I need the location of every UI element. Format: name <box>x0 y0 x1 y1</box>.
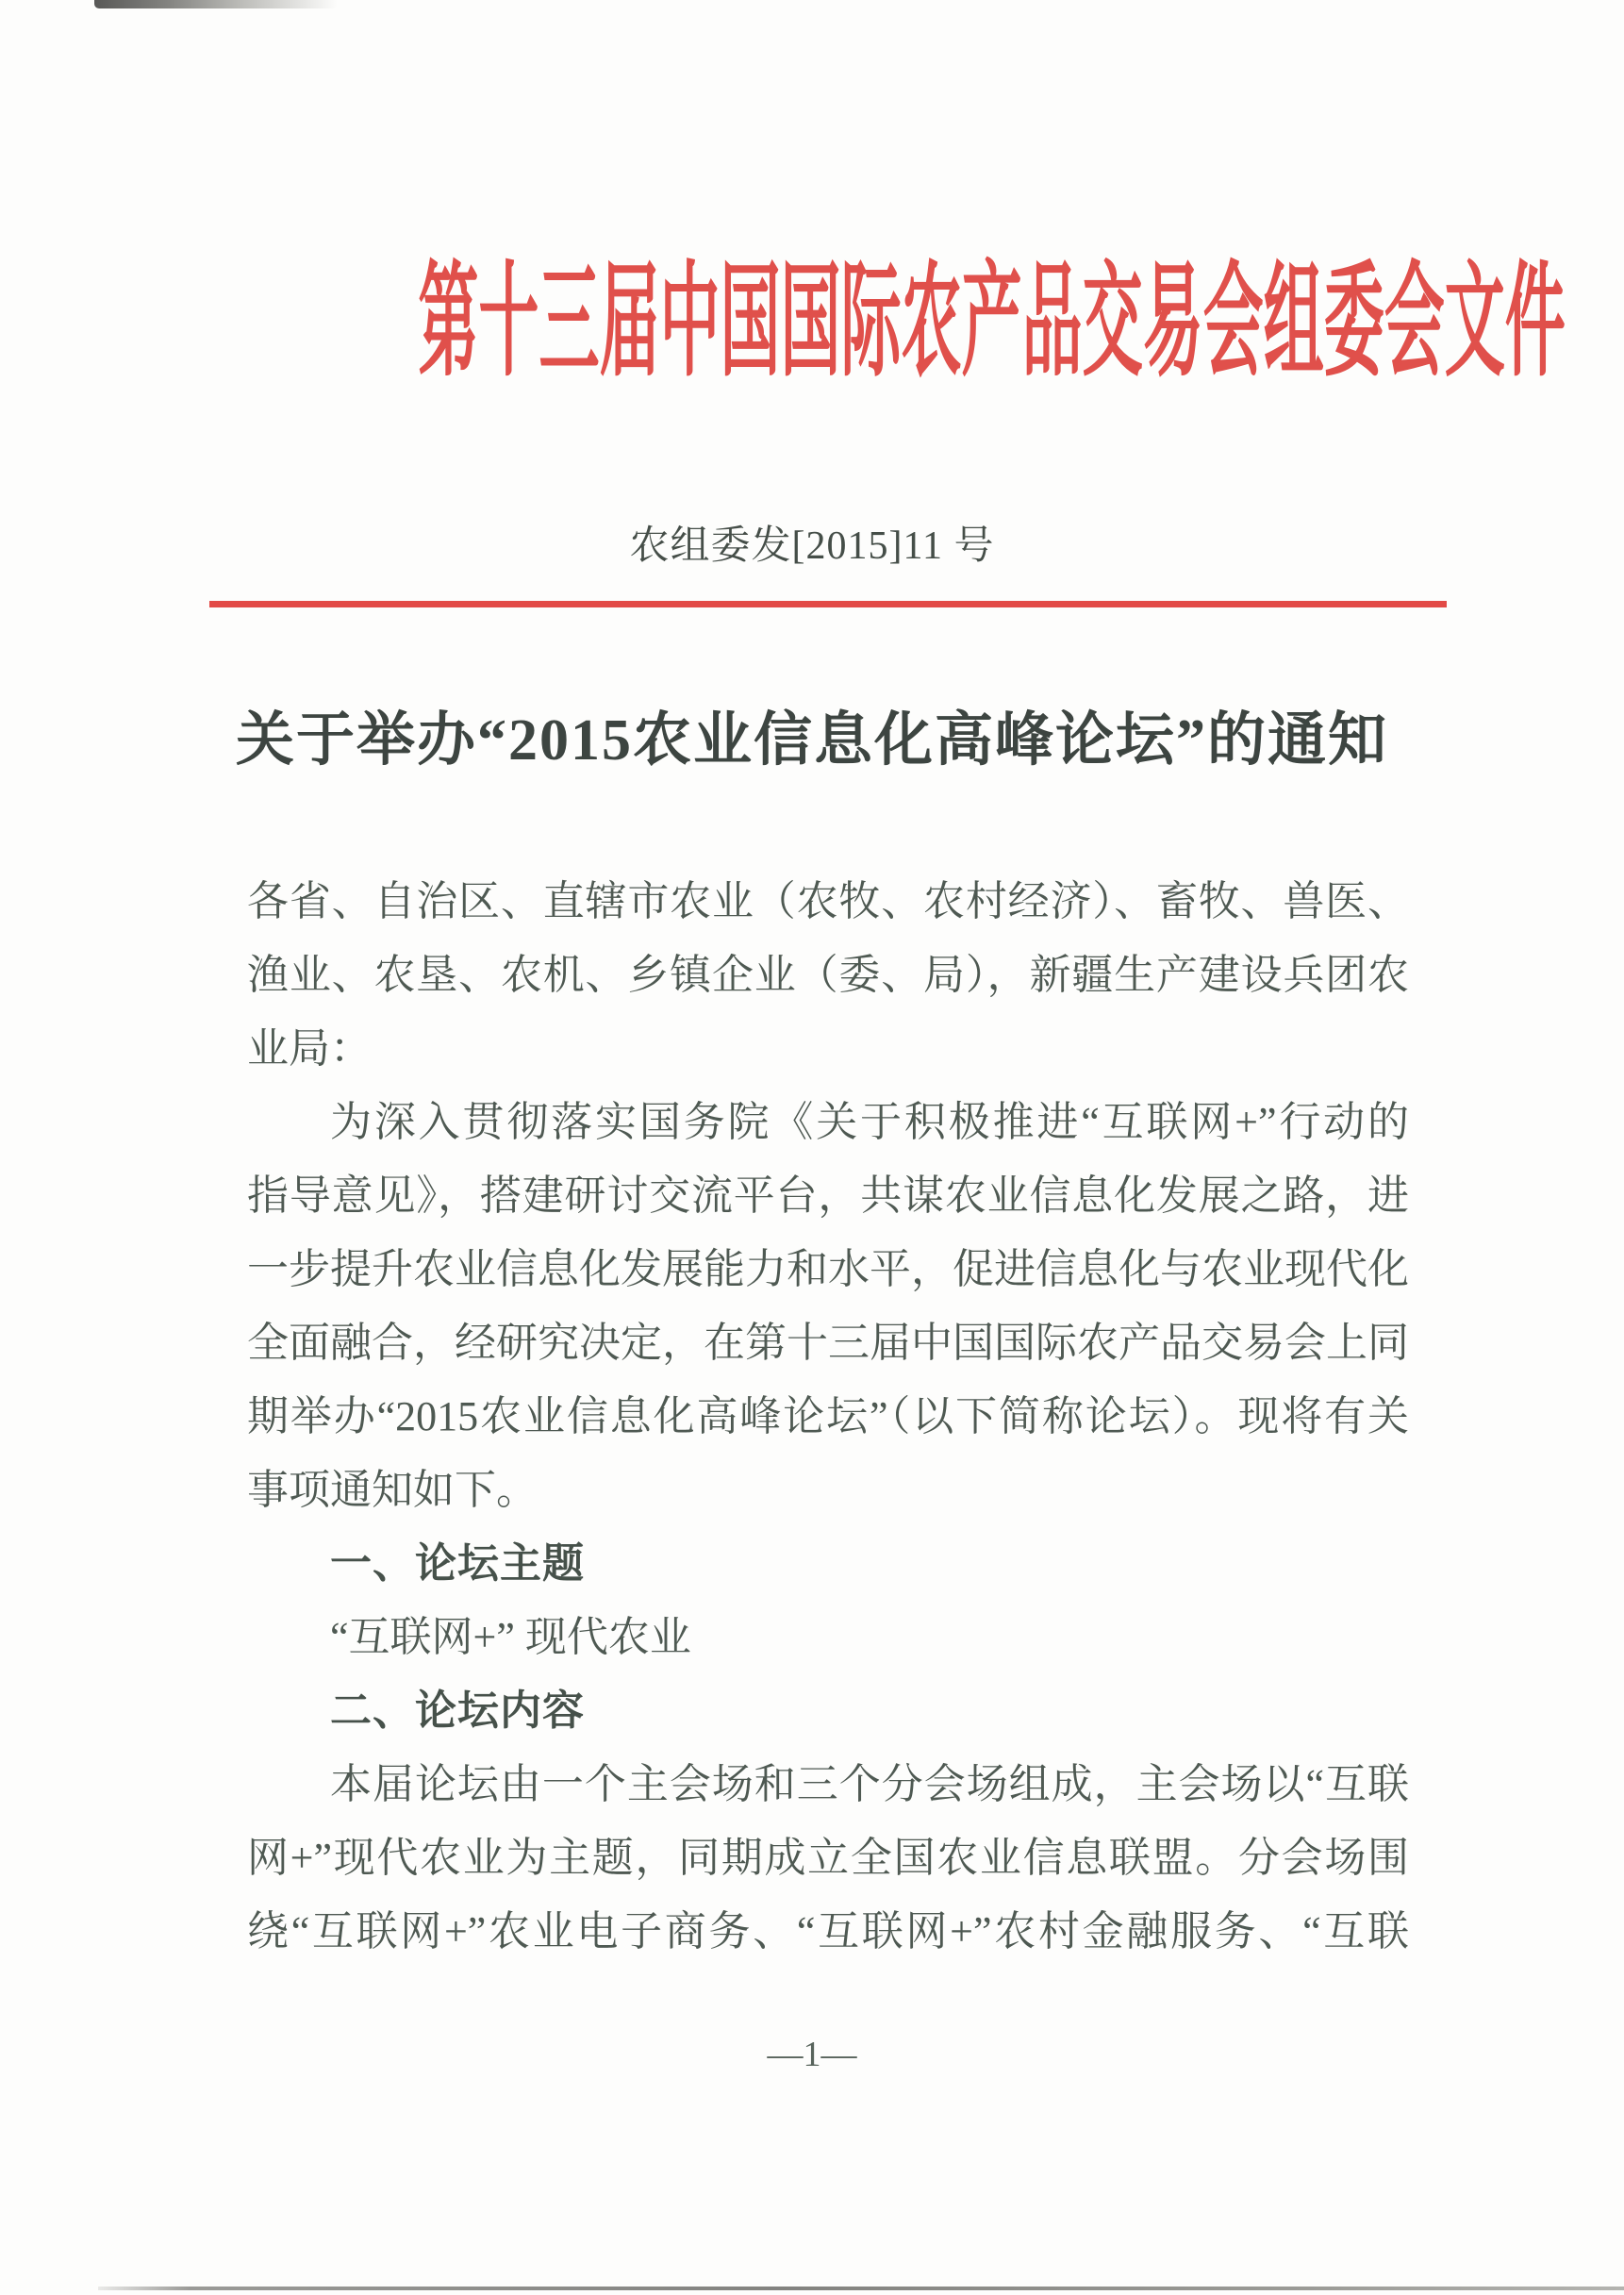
document-title: 关于举办“2015农业信息化高峰论坛”的通知 <box>235 708 1388 773</box>
document-number: 农组委发[2015]11 号 <box>629 524 995 568</box>
body-line: 渔业、农垦、农机、乡镇企业（委、局），新疆生产建设兵团农 <box>247 952 1409 998</box>
scan-artifact-top <box>94 0 338 8</box>
body-line: 网+”现代农业为主题，同期成立全国农业信息联盟。分会场围 <box>247 1835 1409 1881</box>
scan-artifact-bottom <box>98 2287 1624 2290</box>
body-line: 各省、自治区、直辖市农业（农牧、农村经济）、畜牧、兽医、 <box>247 878 1409 924</box>
body-line: “互联网+” 现代农业 <box>330 1614 691 1660</box>
letterhead-title: 第十三届中国国际农产品交易会组委会文件 <box>418 253 1566 391</box>
body-line: 期举办“2015农业信息化高峰论坛”（以下简称论坛）。现将有关 <box>247 1393 1409 1439</box>
body-line: 一步提升农业信息化发展能力和水平，促进信息化与农业现代化 <box>247 1246 1409 1292</box>
body-line: 本届论坛由一个主会场和三个分会场组成，主会场以“互联 <box>330 1761 1409 1807</box>
body-line: 为深入贯彻落实国务院《关于积极推进“互联网+”行动的 <box>330 1099 1409 1145</box>
body-line: 事项通知如下。 <box>247 1467 538 1513</box>
document-body <box>247 865 1409 1969</box>
body-line: 绕“互联网+”农业电子商务、“互联网+”农村金融服务、“互联 <box>247 1908 1409 1954</box>
body-line: 一、论坛主题 <box>330 1540 585 1587</box>
body-line: 指导意见》，搭建研讨交流平台，共谋农业信息化发展之路，进 <box>247 1172 1409 1219</box>
page-number: —1— <box>767 2035 857 2074</box>
body-line: 二、论坛内容 <box>330 1688 585 1734</box>
body-line: 全面融合，经研究决定，在第十三届中国国际农产品交易会上同 <box>247 1320 1409 1366</box>
red-separator-line <box>209 601 1447 607</box>
body-line: 业局： <box>247 1025 372 1072</box>
